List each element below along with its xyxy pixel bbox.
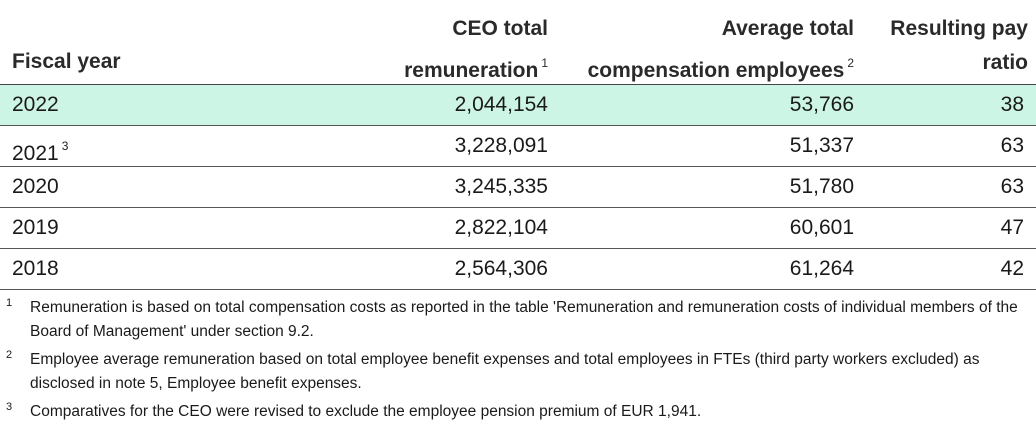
cell-ceo-remuneration: 3,245,335 (454, 175, 548, 198)
cell-average-compensation: 51,337 (789, 134, 854, 157)
cell-year: 2020 (12, 175, 59, 198)
footnote-number: 1 (6, 297, 13, 309)
cell-ceo-remuneration: 2,822,104 (454, 216, 548, 239)
cell-ceo-remuneration: 3,228,091 (454, 134, 548, 157)
table-row (0, 249, 1036, 290)
cell-ceo-remuneration: 2,564,306 (454, 257, 548, 280)
cell-year: 2021 $^3$ (12, 139, 69, 165)
table-header (0, 0, 1036, 85)
footnote-ref-2: 2 (847, 56, 854, 70)
table-row (0, 85, 1036, 126)
cell-average-compensation: 53,766 (789, 93, 854, 116)
cell-pay-ratio: 38 (1000, 93, 1024, 116)
footnote-number: 3 (6, 401, 13, 413)
header-fiscal-year: Fiscal year (12, 50, 121, 73)
cell-year: 2019 (12, 216, 59, 239)
cell-average-compensation: 51,780 (789, 175, 854, 198)
header-avg-line2: compensation employees $^2$ (587, 56, 854, 82)
footnotes (0, 292, 1036, 424)
footnote-ref-1: 1 (541, 56, 548, 70)
cell-pay-ratio: 47 (1000, 216, 1024, 239)
footnote-text: Comparatives for the CEO were revised to exclude the employee pension premium of EUR 1,941. (30, 403, 702, 420)
cell-average-compensation: 60,601 (789, 216, 854, 239)
header-resulting-pay-ratio (890, 12, 1028, 80)
footnote-1 (0, 296, 1036, 344)
header-ceo-line2: remuneration $^1$ (404, 56, 548, 82)
header-ceo-total-remuneration (404, 12, 548, 88)
header-avg-line1: Average total (721, 17, 854, 40)
table-row (0, 126, 1036, 167)
header-ratio-line2: ratio (982, 51, 1028, 74)
table-row (0, 167, 1036, 208)
footnote-number: 2 (6, 349, 13, 361)
footnote-text: Remuneration is based on total compensation costs as reported in the table 'Remuneration and remuneration costs of individual members of the Board of Management' under section 9.2. (30, 299, 1018, 340)
footnote-ref-3: 3 (61, 139, 69, 153)
header-average-compensation (588, 12, 854, 88)
cell-pay-ratio: 42 (1000, 257, 1024, 280)
table-row (0, 208, 1036, 249)
cell-pay-ratio: 63 (1000, 175, 1024, 198)
header-ratio-line1: Resulting pay (890, 17, 1028, 40)
cell-ceo-remuneration: 2,044,154 (454, 93, 548, 116)
footnote-2 (0, 348, 1036, 396)
cell-year: 2018 (12, 257, 59, 280)
header-ceo-line1: CEO total (452, 17, 548, 40)
footnote-3 (0, 400, 1036, 424)
cell-year: 2022 (12, 93, 59, 116)
cell-pay-ratio: 63 (1000, 134, 1024, 157)
cell-average-compensation: 61,264 (789, 257, 854, 280)
footnote-text: Employee average remuneration based on total employee benefit expenses and total employees in FTEs (third party workers excluded) as disclosed in note 5, Employee benefit expenses. (30, 351, 980, 392)
